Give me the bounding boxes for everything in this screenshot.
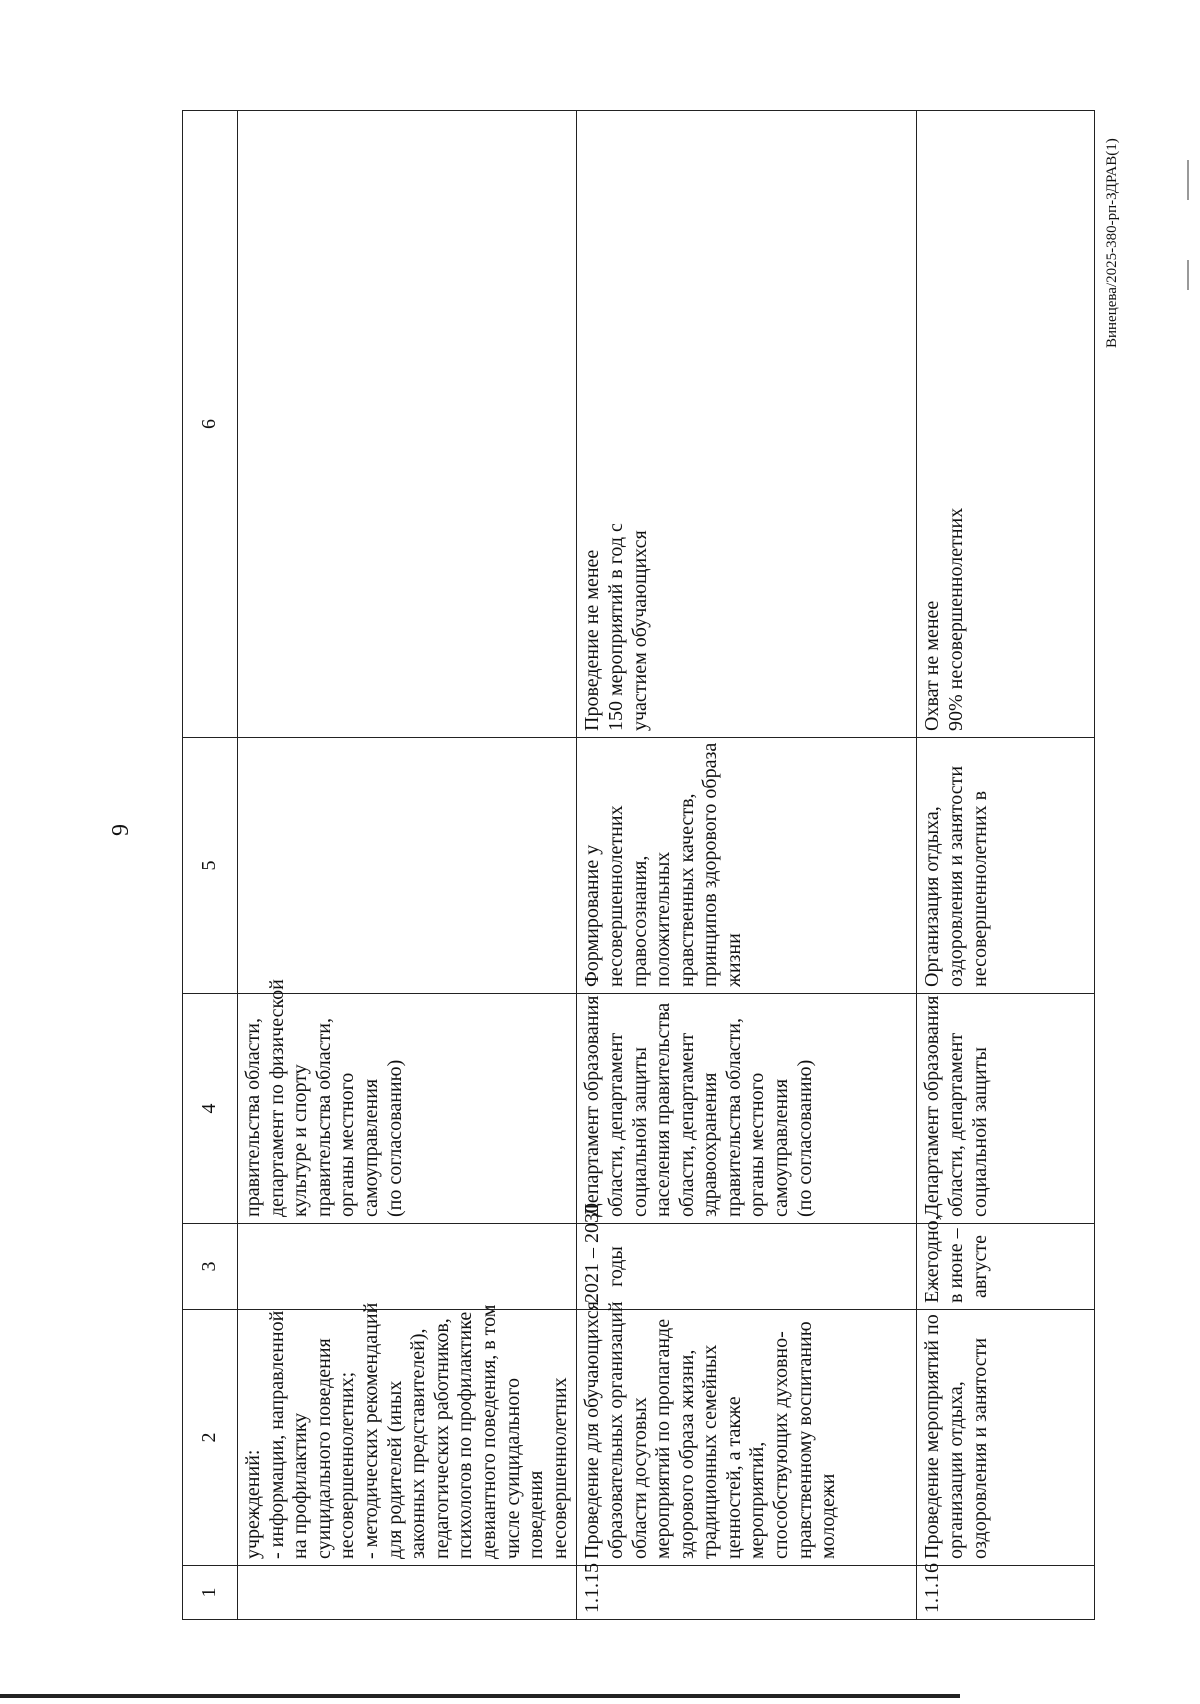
cell-line: здравоохранения <box>699 1072 722 1217</box>
cell-line: Проведение мероприятий по <box>921 1314 944 1559</box>
header-row <box>183 111 238 1620</box>
table-cell-num <box>577 1563 917 1620</box>
cell-line: оздоровления и занятости <box>968 1337 991 1559</box>
table-cell-activity <box>238 1302 577 1566</box>
table-cell-period <box>238 1224 577 1310</box>
table-cell-result <box>238 738 577 994</box>
cell-line: нравственных качеств, <box>675 793 698 987</box>
header-cell-3: 3 <box>183 1224 238 1310</box>
cell-line: Организация отдыха, <box>921 806 944 987</box>
cell-line: психологов по профилактике <box>454 1311 477 1559</box>
table-cell-period <box>577 1203 917 1310</box>
cell-line: департамент по физической <box>265 979 288 1217</box>
table-cell-executors <box>577 994 917 1224</box>
cell-line: для родителей (иных <box>383 1380 406 1559</box>
cell-line: традиционных семейных <box>699 1344 722 1559</box>
cell-line: положительных <box>652 851 675 987</box>
cell-line: девиантного поведения, в том <box>477 1304 500 1559</box>
cell-line: Ежегодно, <box>921 1215 944 1303</box>
header-cell-4: 4 <box>183 994 238 1224</box>
cell-line: органы местного <box>336 1072 359 1217</box>
rotated-table-sheet <box>182 110 1082 1620</box>
header-cell-5: 5 <box>183 738 238 994</box>
cell-line: самоуправления <box>770 1078 793 1217</box>
cell-line: самоуправления <box>359 1078 382 1217</box>
cell-line: Департамент образования <box>581 995 604 1217</box>
cell-line: жизни <box>722 933 745 987</box>
cell-line: нравственному воспитанию <box>793 1321 816 1559</box>
footer-stamp: Винецева/2025-380-рп-ЗДРАВ(1) <box>1104 138 1120 348</box>
cell-line: образовательных организаций <box>604 1301 627 1559</box>
table-cell-result <box>917 738 1095 994</box>
cell-line: способствующих духовно- <box>770 1331 793 1559</box>
table-cell-num <box>238 1566 577 1620</box>
cell-line: (по согласованию) <box>383 1059 406 1217</box>
cell-line: культуре и спорту <box>289 1064 312 1217</box>
cell-line: 90% несовершеннолетних <box>944 507 967 731</box>
table-cell-activity <box>917 1310 1095 1566</box>
cell-line: молодежи <box>817 1473 840 1559</box>
table-cell-num <box>917 1563 1095 1620</box>
cell-line: несовершеннолетних <box>548 1377 571 1559</box>
cell-line: - информации, направленной <box>265 1310 288 1559</box>
cell-line: несовершеннолетних в <box>968 790 991 987</box>
margin-mark <box>1187 260 1189 290</box>
cell-line: правительства области, <box>242 1018 264 1217</box>
table-row <box>917 111 1095 1620</box>
cell-line: здорового образа жизни, <box>675 1349 698 1559</box>
cell-line: организации отдыха, <box>944 1381 967 1559</box>
cell-line: 150 мероприятий в год с <box>604 523 627 731</box>
cell-line: Проведение не менее <box>581 549 604 731</box>
table-row <box>238 111 577 1620</box>
cell-line: принципов здорового образа <box>699 742 722 987</box>
cell-line: (по согласованию) <box>793 1059 816 1217</box>
cell-line: органы местного <box>746 1072 769 1217</box>
table-cell-indicator <box>238 111 577 738</box>
page-number: 9 <box>108 824 134 836</box>
table-cell-result <box>577 738 917 994</box>
cell-line: области, департамент <box>604 1032 627 1217</box>
row-number: 1.1.16 <box>921 1563 944 1613</box>
cell-line: числе суицидального <box>501 1378 524 1559</box>
measures-table <box>182 110 1095 1620</box>
cell-line: педагогических работников, <box>430 1318 453 1559</box>
margin-mark <box>1187 160 1189 200</box>
header-cell-2: 2 <box>183 1310 238 1566</box>
cell-line: области досуговых <box>628 1397 651 1559</box>
cell-line: - методических рекомендаций <box>359 1302 382 1559</box>
cell-line: правительства области, <box>722 1018 745 1217</box>
cell-line: Охват не менее <box>921 600 944 731</box>
cell-line: суицидального поведения <box>312 1338 335 1559</box>
cell-line: августе <box>968 1234 991 1299</box>
cell-line: законных представителей), <box>407 1328 430 1559</box>
cell-line: мероприятий, <box>746 1441 769 1559</box>
table-cell-executors <box>238 979 577 1224</box>
cell-line: несовершеннолетних; <box>336 1371 359 1559</box>
cell-line: населения правительства <box>652 1002 675 1217</box>
table-cell-indicator <box>577 111 917 738</box>
table-cell-activity <box>577 1301 917 1566</box>
cell-line: правительства области, <box>312 1018 335 1217</box>
cell-line: Департамент образования <box>921 995 944 1217</box>
table-cell-period <box>917 1215 1095 1310</box>
bottom-rule <box>0 1694 960 1698</box>
cell-line: учреждений: <box>242 1449 264 1559</box>
cell-line: в июне – <box>944 1228 967 1303</box>
table-cell-executors <box>917 994 1095 1224</box>
cell-line: на профилактику <box>289 1412 312 1559</box>
table-row <box>577 111 917 1620</box>
cell-line: 2021 – 2030 <box>581 1203 604 1303</box>
cell-line: области, департамент <box>675 1032 698 1217</box>
row-number: 1.1.15 <box>581 1563 604 1613</box>
cell-line: годы <box>604 1246 627 1287</box>
header-cell-6: 6 <box>183 111 238 738</box>
table-cell-indicator <box>917 111 1095 738</box>
cell-line: социальной защиты <box>628 1047 651 1217</box>
cell-line: области, департамент <box>944 1032 967 1217</box>
header-cell-1: 1 <box>183 1566 238 1620</box>
cell-line: поведения <box>525 1470 548 1559</box>
cell-line: оздоровления и занятости <box>944 765 967 987</box>
cell-line: ценностей, а также <box>722 1396 745 1559</box>
cell-line: несовершеннолетних <box>604 805 627 987</box>
cell-line: Проведение для обучающихся <box>581 1301 604 1559</box>
cell-line: социальной защиты <box>968 1047 991 1217</box>
cell-line: Формирование у <box>581 844 604 987</box>
cell-line: правосознания, <box>628 855 651 987</box>
cell-line: участием обучающихся <box>628 530 651 731</box>
cell-line: мероприятий по пропаганде <box>652 1318 675 1559</box>
